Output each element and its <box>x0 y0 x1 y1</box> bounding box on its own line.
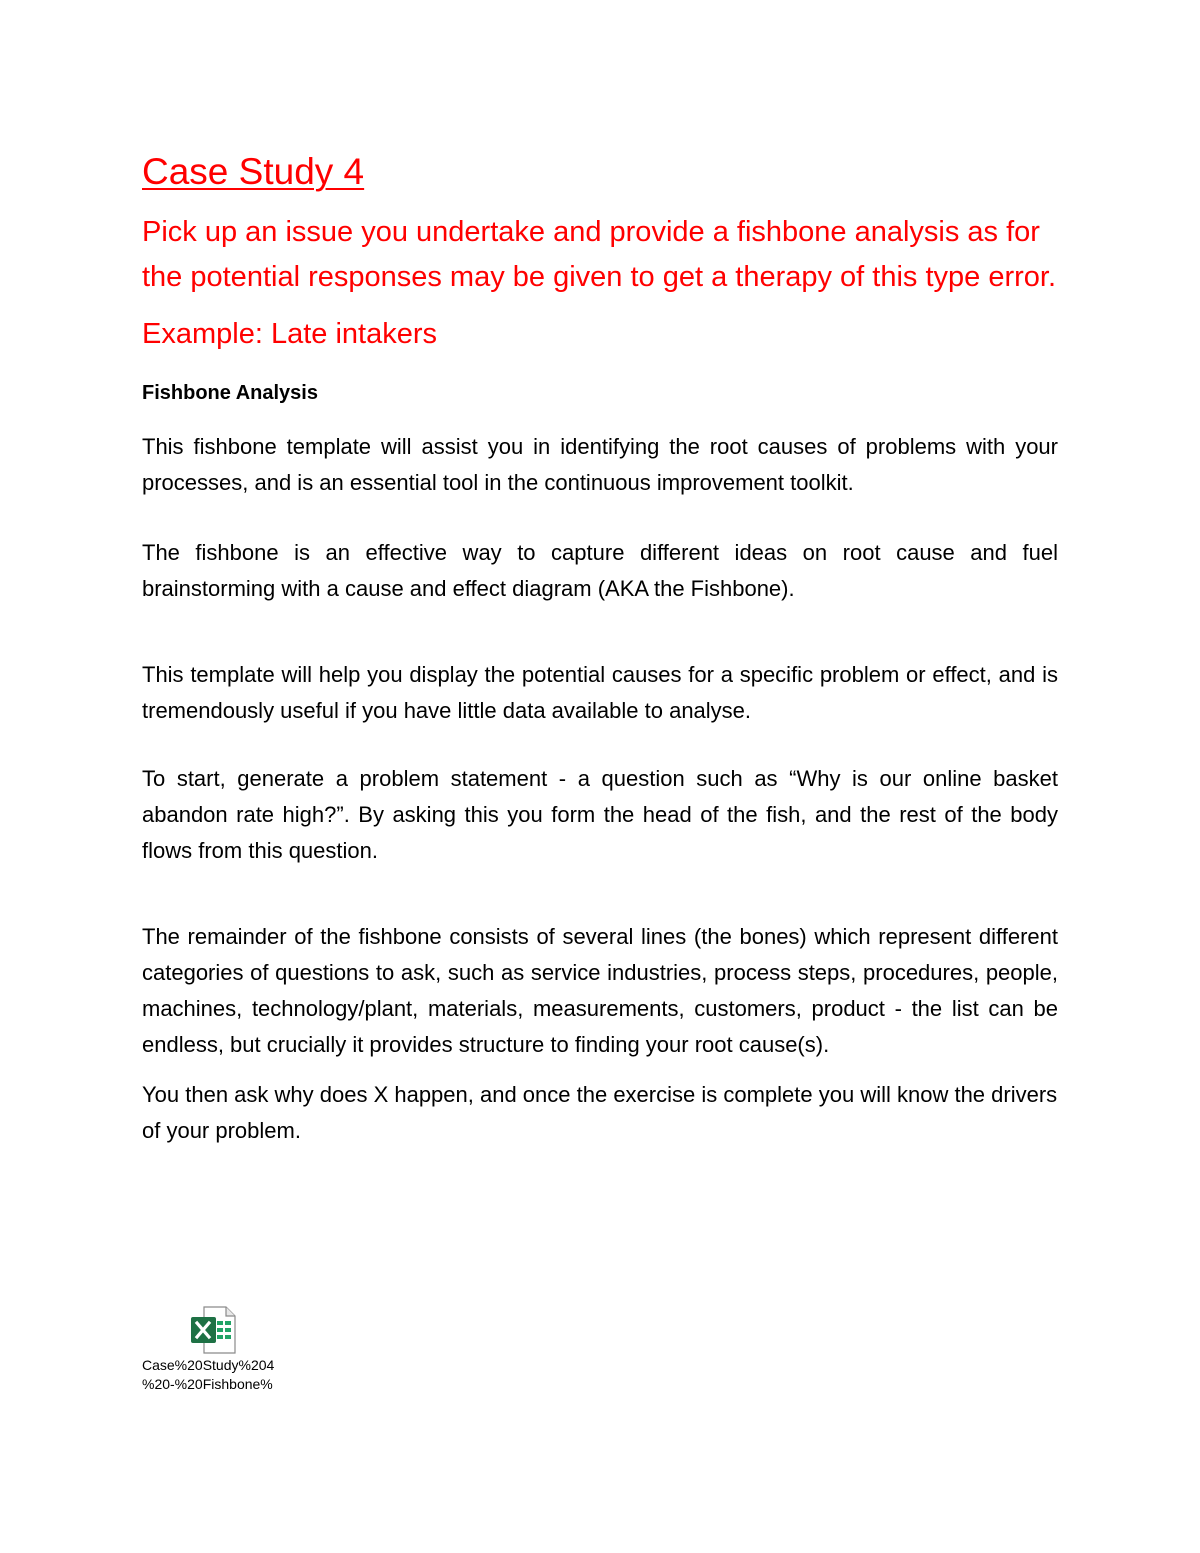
paragraph: This fishbone template will assist you in identifying the root causes of problems with your processes, and is an essential tool in the continuous improvement toolkit. <box>142 434 1058 495</box>
paragraph: The fishbone is an effective way to capture different ideas on root cause and fuel brainstorming with a cause and effect diagram (AKA the Fishbone). <box>142 540 1058 601</box>
attachment-filename-line2: %20-%20Fishbone% <box>142 1376 273 1392</box>
attachment-filename-line1: Case%20Study%204 <box>142 1357 275 1373</box>
attachment-filename <box>142 1356 274 1394</box>
excel-file-icon <box>188 1305 238 1355</box>
case-study-title: Case Study 4 <box>142 151 365 192</box>
task-prompt: Pick up an issue you undertake and provide a fishbone analysis as for the potential responses may be given to get a therapy of this type error. <box>142 216 1057 293</box>
example-line: Example: Late intakers <box>142 318 437 350</box>
section-heading: Fishbone Analysis <box>142 382 318 404</box>
paragraph: The remainder of the fishbone consists of several lines (the bones) which represent different categories of questions to ask, such as service industries, process steps, procedures, people, machines, technology/plant, materials, measurements, customers, product - the list can be endless, but crucially it provides structure to finding your root cause(s). <box>142 924 1058 1057</box>
paragraph: You then ask why does X happen, and once the exercise is complete you will know the drivers of your problem. <box>142 1082 1058 1143</box>
paragraph: To start, generate a problem statement - a question such as “Why is our online basket abandon rate high?”. By asking this you form the head of the fish, and the rest of the body flows from this question. <box>142 766 1058 863</box>
paragraph: This template will help you display the potential causes for a specific problem or effect, and is tremendously useful if you have little data available to analyse. <box>142 662 1058 723</box>
document-body <box>142 148 1058 1149</box>
